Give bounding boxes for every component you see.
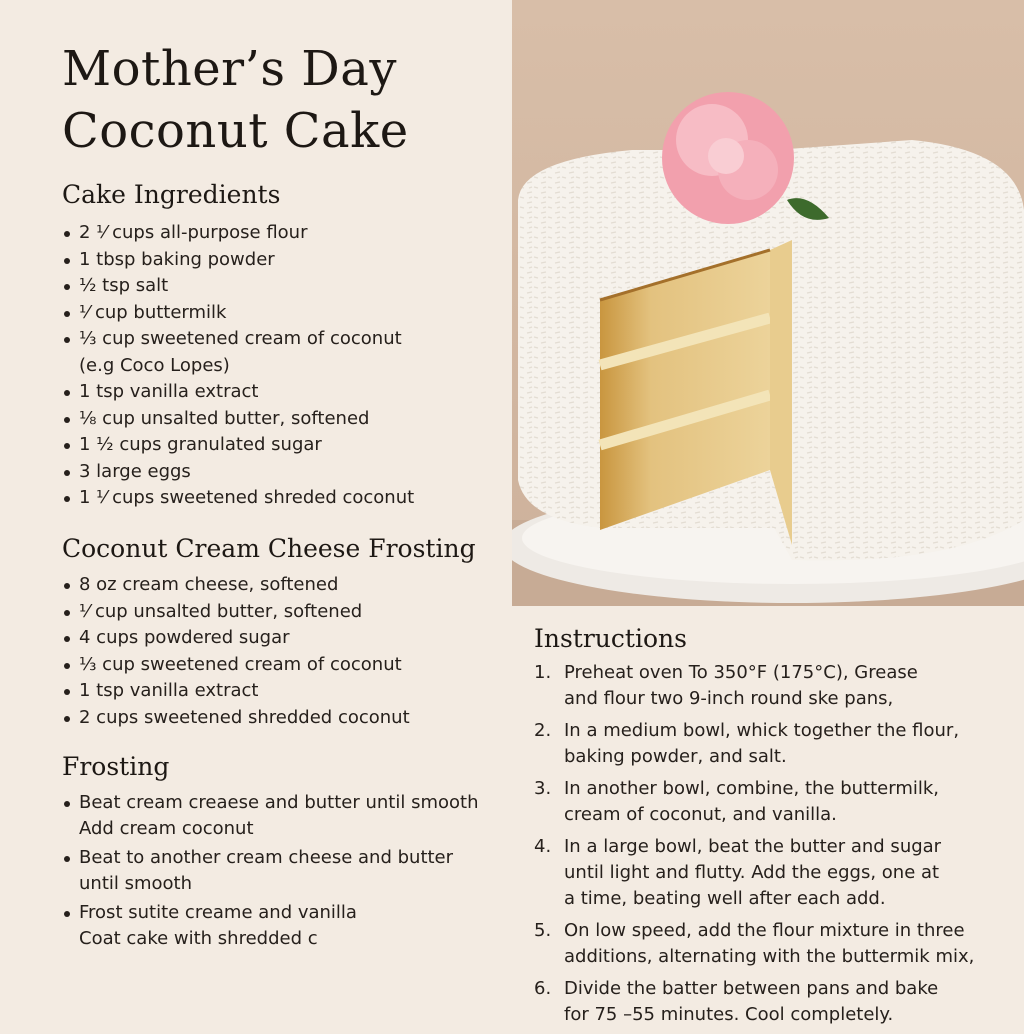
list-item: 3 large eggs xyxy=(62,459,414,486)
cake-ingredients-list xyxy=(62,220,414,512)
list-item-line: Frost sutite creame and vanilla xyxy=(79,902,357,923)
step-line: cream of coconut, and vanilla. xyxy=(564,804,837,825)
list-item: 2 ⅟ cups all-purpose flour xyxy=(62,220,414,247)
list-item-line: until smooth xyxy=(79,873,193,894)
list-item: ⅛ cup unsalted butter, softened xyxy=(62,406,414,433)
instruction-step xyxy=(534,918,1004,970)
instruction-step xyxy=(534,718,1004,770)
list-item xyxy=(62,900,478,952)
list-item: 1 tsp vanilla extract xyxy=(62,678,410,705)
list-item: ⅟ cup unsalted butter, softened xyxy=(62,599,410,626)
list-item-line: Coat cake with shredded c xyxy=(79,928,318,949)
step-line: for 75 –55 minutes. Cool completely. xyxy=(564,1004,894,1025)
step-number: 6. xyxy=(534,978,552,999)
frosting-ingredients-heading: Coconut Cream Cheese Frosting xyxy=(62,534,476,563)
list-item-continuation: (e.g Coco Lopes) xyxy=(79,354,230,376)
list-item: 1 ½ cups granulated sugar xyxy=(62,432,414,459)
list-item: 1 tsp vanilla extract xyxy=(62,379,414,406)
step-line: In a medium bowl, whick together the flour, xyxy=(564,720,960,741)
list-item: ⅓ cup sweetened cream of coconut xyxy=(62,326,414,353)
coconut-cake-photo xyxy=(512,0,1024,606)
list-item: 2 cups sweetened shredded coconut xyxy=(62,705,410,732)
step-line: Divide the batter between pans and bake xyxy=(564,978,939,999)
step-line: a time, beating well after each add. xyxy=(564,888,886,909)
list-item: 4 cups powdered sugar xyxy=(62,625,410,652)
instructions-heading: Instructions xyxy=(534,624,687,653)
list-item-line: Add cream coconut xyxy=(79,818,254,839)
list-item: ½ tsp salt xyxy=(62,273,414,300)
list-item: 8 oz cream cheese, softened xyxy=(62,572,410,599)
list-item: ⅟ cup buttermilk xyxy=(62,300,414,327)
instruction-step xyxy=(534,976,1004,1028)
frosting-ingredients-list xyxy=(62,572,410,731)
step-number: 3. xyxy=(534,778,552,799)
step-line: baking powder, and salt. xyxy=(564,746,787,767)
instructions-list xyxy=(534,660,1004,1034)
step-line: Preheat oven To 350°F (175°C), Grease xyxy=(564,662,918,683)
step-number: 4. xyxy=(534,836,552,857)
cake-illustration xyxy=(512,0,1024,606)
instruction-step xyxy=(534,776,1004,828)
list-item: ⅓ cup sweetened cream of coconut xyxy=(62,652,410,679)
list-item-line: Beat cream creaese and butter until smooth xyxy=(79,792,479,813)
step-line: In a large bowl, beat the butter and sugar xyxy=(564,836,942,857)
cake-ingredients-heading: Cake Ingredients xyxy=(62,180,281,209)
step-number: 2. xyxy=(534,720,552,741)
step-number: 5. xyxy=(534,920,552,941)
step-line: On low speed, add the flour mixture in three xyxy=(564,920,965,941)
instruction-step xyxy=(534,834,1004,912)
step-line: In another bowl, combine, the buttermilk, xyxy=(564,778,940,799)
recipe-title: Mother’s Day Coconut Cake xyxy=(62,41,409,159)
list-item-line: Beat to another cream cheese and butter xyxy=(79,847,454,868)
list-item: 1 ⅟ cups sweetened shreded coconut xyxy=(62,485,414,512)
step-line: additions, alternating with the buttermik mix, xyxy=(564,946,975,967)
instruction-step xyxy=(534,660,1004,712)
frosting-steps-list xyxy=(62,790,478,955)
step-number: 1. xyxy=(534,662,552,683)
list-item xyxy=(62,845,478,897)
step-line: and flour two 9-inch round ske pans, xyxy=(564,688,894,709)
step-line: until light and flutty. Add the eggs, one at xyxy=(564,862,940,883)
frosting-steps-heading: Frosting xyxy=(62,752,170,781)
list-item xyxy=(62,790,478,842)
list-item: 1 tbsp baking powder xyxy=(62,247,414,274)
